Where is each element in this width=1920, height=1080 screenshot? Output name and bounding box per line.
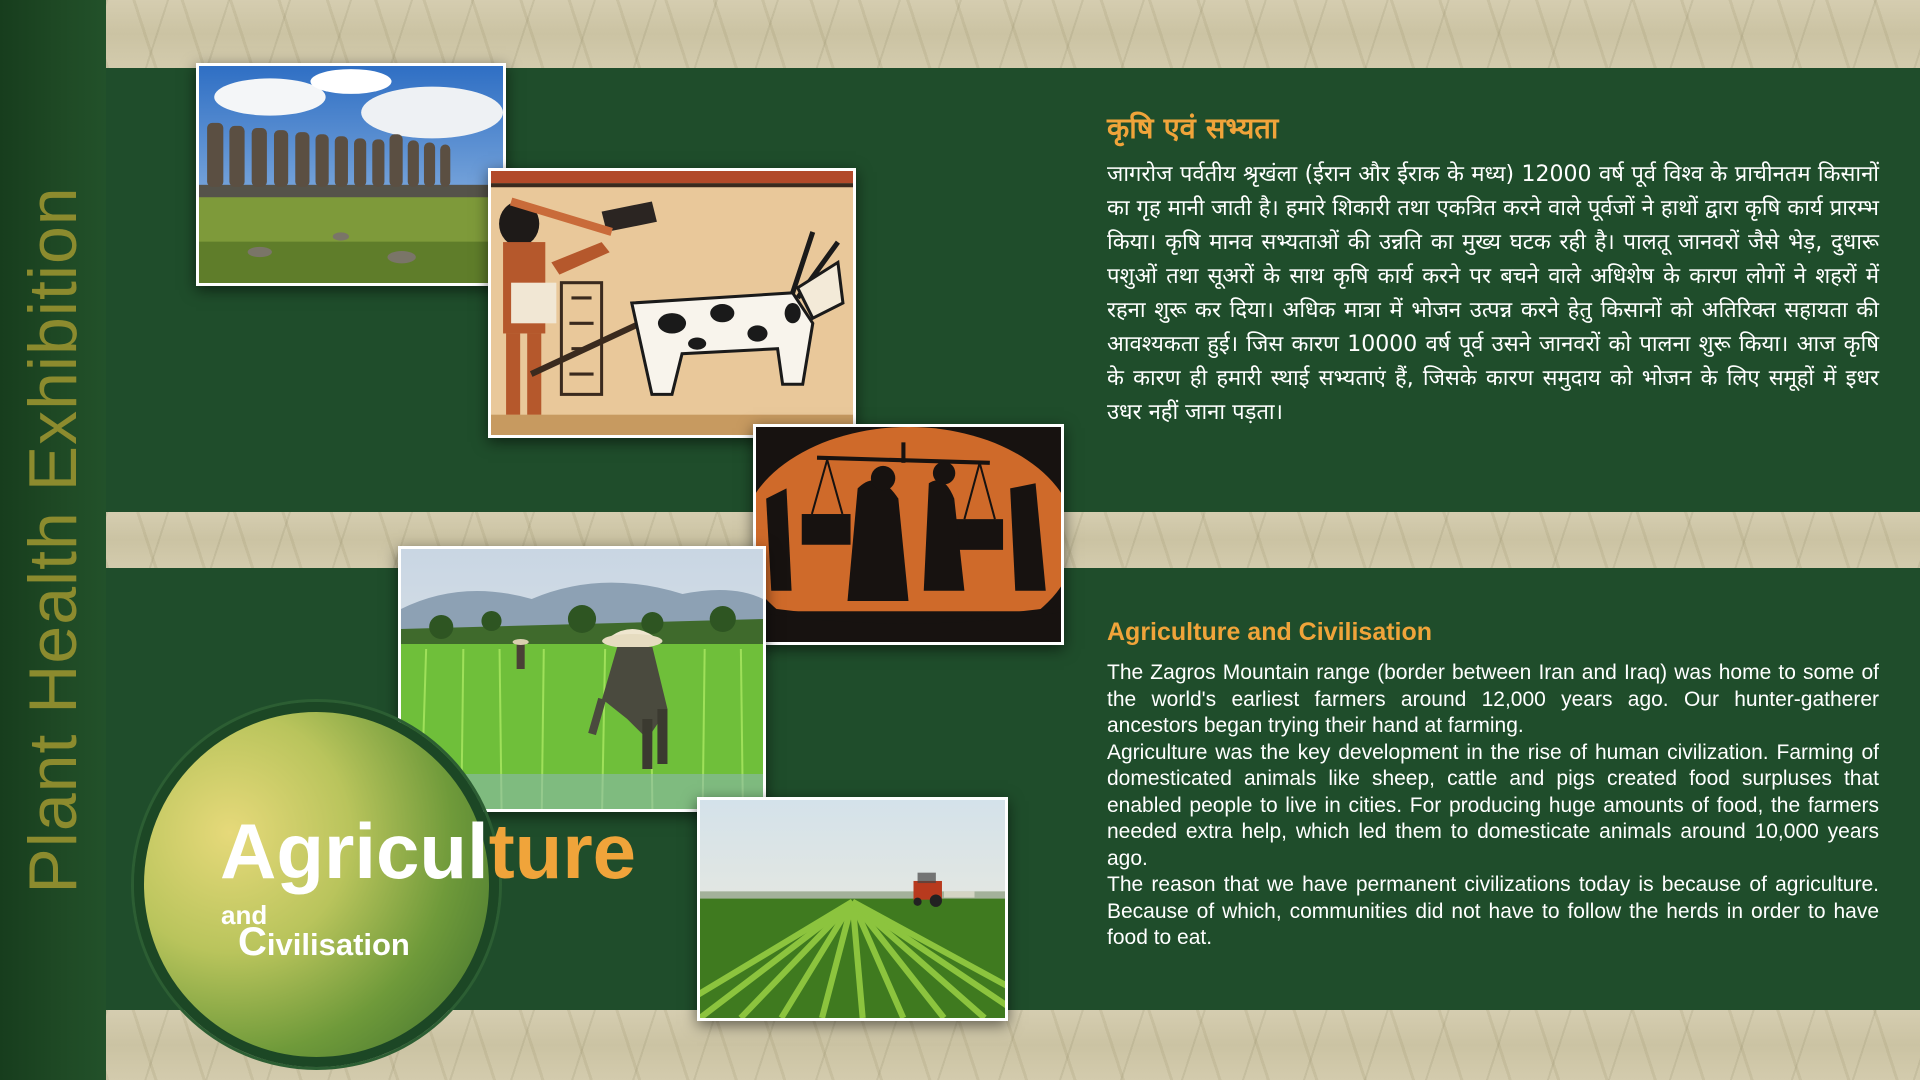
photo-tractor-crop-field [697,797,1008,1021]
english-paragraph-2: Agriculture was the key development in the rise of human civilization. Farming of domesticated animals like sheep, cattle and pigs created food surpluses that enabled people to live in cities. For producing huge amounts of food, the farmers needed extra help, which led them to domesticate animals around 10,000 years ago. [1107,740,1879,870]
beige-strip-top [106,0,1920,68]
emblem-civilisation-cap: C [238,920,267,964]
photo-egyptian-plough-mural [488,168,856,438]
photo-greek-pottery [753,424,1064,645]
emblem-title-agriculture [220,807,637,895]
emblem-civilisation [238,920,410,965]
emblem-civilisation-rest: ivilisation [266,927,410,962]
emblem-and: and [221,900,268,930]
english-heading: Agriculture and Civilisation [1107,618,1433,646]
english-body [1107,660,1879,952]
emblem-title-orange-part: ture [488,807,637,895]
side-band [0,0,106,1080]
emblem-title-white-part: Agricul [220,807,489,895]
english-paragraph-1: The Zagros Mountain range (border between Iran and Iraq) was home to some of the world's earliest farmers around 12,000 years ago. Our hunter-gatherer ancestors began trying their hand at farming. [1107,661,1879,737]
photo-stone-statues [196,63,506,286]
english-paragraph-3: The reason that we have permanent civilizations today is because of agriculture. Because of which, communities did not have to follow the herds in order to have food to eat. [1107,873,1879,949]
hindi-paragraph: जागरोज पर्वतीय श्रृखंला (ईरान और ईराक के मध्य) 12000 वर्ष पूर्व विश्व के प्राचीनतम किसानों का गृह मानी जाती है। हमारे शिकारी तथा एकत्रित करने वाले पूर्वजों ने हाथों द्वारा कृषि कार्य प्रारम्भ किया। कृषि मानव सभ्यताओं की उन्नति का मुख्य घटक रही है। पालतू जानवरों जैसे भेड़, दुधारू पशुओं तथा सूअरों के साथ कृषि कार्य करने पर बचने वाले अधिशेष के कारण लोगों ने शहरों में रहना शुरू कर दिया। अधिक मात्रा में भोजन उत्पन्न करने हेतु किसानों को अतिरिक्त सहायता की आवश्यकता हुई। जिस कारण 10000 वर्ष पूर्व उसने जानवरों को पालना शुरू किया। आज कृषि के कारण ही हमारी स्थाई सभ्यताएं हैं, जिसके कारण समुदाय को भोजन के लिए समूहों में इधर उधर नहीं जाना पड़ता। [1107,162,1879,425]
exhibition-title: Plant Health Exhibition [15,186,91,894]
hindi-heading: कृषि एवं सभ्यता [1107,111,1279,145]
